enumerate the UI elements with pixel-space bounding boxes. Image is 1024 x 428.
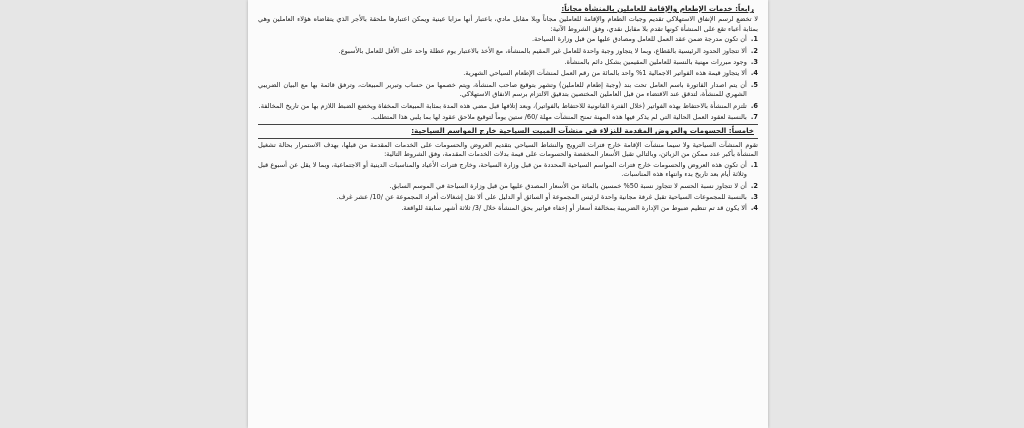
list-item: [258, 204, 758, 213]
item-text: بالنسبة للمجموعات السياحية تقبل غرفة مجانية واحدة لرئيس المجموعة أو السائق أو الدليل على ألا تقل إشغالات أفراد المجموعة عن /10/ عشر غرف.: [336, 192, 747, 201]
item-number: 1.: [750, 160, 758, 169]
item-number: 1.: [750, 35, 758, 44]
list-item: [258, 161, 758, 180]
list-item: [258, 193, 758, 202]
heading-underline: [258, 138, 758, 139]
list-item: [258, 182, 758, 191]
document-page: [248, 0, 768, 428]
section-5-intro: تقوم المنشآت السياحية ولا سيما منشآت الإقامة خارج فترات الترويج والنشاط السياحي بتقديم العروض والحسومات على الخدمات المقدمة من قبلها، بهدف الاستمرار بحالة تشغيل المنشأة بأكبر عدد ممكن من الزبائن، وبالتالي تقبل الأسعار المخفضة والحسومات على قيمة بدلات الخدمات المقدمة، وفق الشروط التالية:: [258, 140, 758, 159]
item-text: ألا يتجاوز قيمة هذه الفواتير الاجمالية 1% واحد بالمائة من رقم العمل لمنشآت الإطعام السياحي الشهرية.: [463, 69, 747, 78]
item-text: ألا تتجاوز الحدود الرئيسية بالقطاع، وبما لا يتجاوز وجبة واحدة للعامل غير المقيم بالمنشأة، مع الأخذ بالاعتبار يوم عطلة واحد على الأقل للعامل بالأسبوع.: [338, 46, 747, 55]
item-number: 3.: [750, 58, 758, 67]
item-text: ألا يكون قد تم تنظيم ضبوط من الإدارة الضريبية بمخالفة أسعار أو إخفاء فواتير بحق المنشأة خلال /3/ ثلاثة أشهر سابقة للواقعة.: [401, 204, 747, 213]
item-text: وجود مبررات مهنية بالنسبة للعاملين المقيمين بشكل دائم بالمنشأة.: [564, 58, 747, 67]
item-number: 6.: [750, 101, 758, 110]
document-content: [258, 4, 758, 216]
item-text: بالنسبة لعقود العمل الحالية التي لم يذكر فيها هذه المهنة تمنح المنشآت مهلة /60/ ستين يوماً لتوقيع ملاحق عقود لها بما يلبي هذا المتطلب.: [370, 113, 747, 122]
item-text: أن لا تتجاوز نسبة الحسم لا تتجاوز نسبة 50% خمسين بالمائة من الأسعار المصدق عليها من قبل وزارة السياحة في الموسم السابق.: [389, 181, 747, 190]
section-4-heading: رابعاً: خدمات الإطعام والإقامة للعاملين بالمنشأة مجاناً:: [561, 4, 754, 13]
item-number: 4.: [750, 69, 758, 78]
list-item: [258, 81, 758, 100]
item-number: 2.: [750, 46, 758, 55]
item-number: 7.: [750, 113, 758, 122]
list-item: [258, 47, 758, 56]
item-text: أن تكون هذه العروض والحسومات خارج فترات المواسم السياحية المحددة من قبل وزارة السياحة، وخارج فترات الأعياد والمناسبات الدينية أو الاجتماعية، وبما لا يقل عن أسبوع قبل وثلاثة أيام بعد تاريخ بدء وانتهاء هذه المناسبات.: [258, 160, 747, 179]
item-number: 3.: [750, 192, 758, 201]
list-item: [258, 58, 758, 67]
item-number: 2.: [750, 181, 758, 190]
list-item: [258, 102, 758, 111]
item-text: أن تكون مدرجة ضمن عقد العمل للعامل ومصادق عليها من قبل وزارة السياحة.: [532, 35, 747, 44]
section-4-intro: لا تخضع لرسم الإنفاق الاستهلاكي تقديم وجبات الطعام والإقامة للعاملين مجاناً وبلا مقابل مادي، باعتبار أنها مزايا عينية ويمكن اعتبارها ملحقة بالأجر الذي يتقاضاه هؤلاء العاملين وهي بمثابة أعباء تقع على المنشأة كونها تقدم بلا مقابل نقدي، وفق الشروط الآتية:: [258, 15, 758, 33]
item-number: 4.: [750, 204, 758, 213]
item-text: أن يتم اصدار الفاتورة باسم العامل تحت بند (وجبة إطعام للعاملين) وتشهر بتوقيع صاحب المنشأة، ويتم خصمها من حساب وتبرير المبيعات، وترفق قائمة بها مع البيان الضريبي الشهري للمنشأة، لتدقق عند الاقتضاء من قبل العاملين المختصين بتدقيق الالتزام برسم الانفاق الاستهلاكي.: [258, 80, 747, 99]
section-5-heading: خامساً: الحسومات والعروض المقدمة للنزلاء في منشآت المبيت السياحية خارج المواسم السياحية:: [411, 126, 754, 136]
list-item: [258, 113, 758, 122]
item-text: تلتزم المنشأة بالاحتفاظ بهذه الفواتير (خلال الفترة القانونية للاحتفاظ بالفواتير)، وبعد إتلافها قبل مضي هذه المدة بمثابة المبيعات المخفاة ويخضع الضبط اللازم بها من تاريخ المخالفة.: [258, 101, 747, 110]
list-item: [258, 69, 758, 78]
list-item: [258, 35, 758, 44]
item-number: 5.: [750, 80, 758, 89]
